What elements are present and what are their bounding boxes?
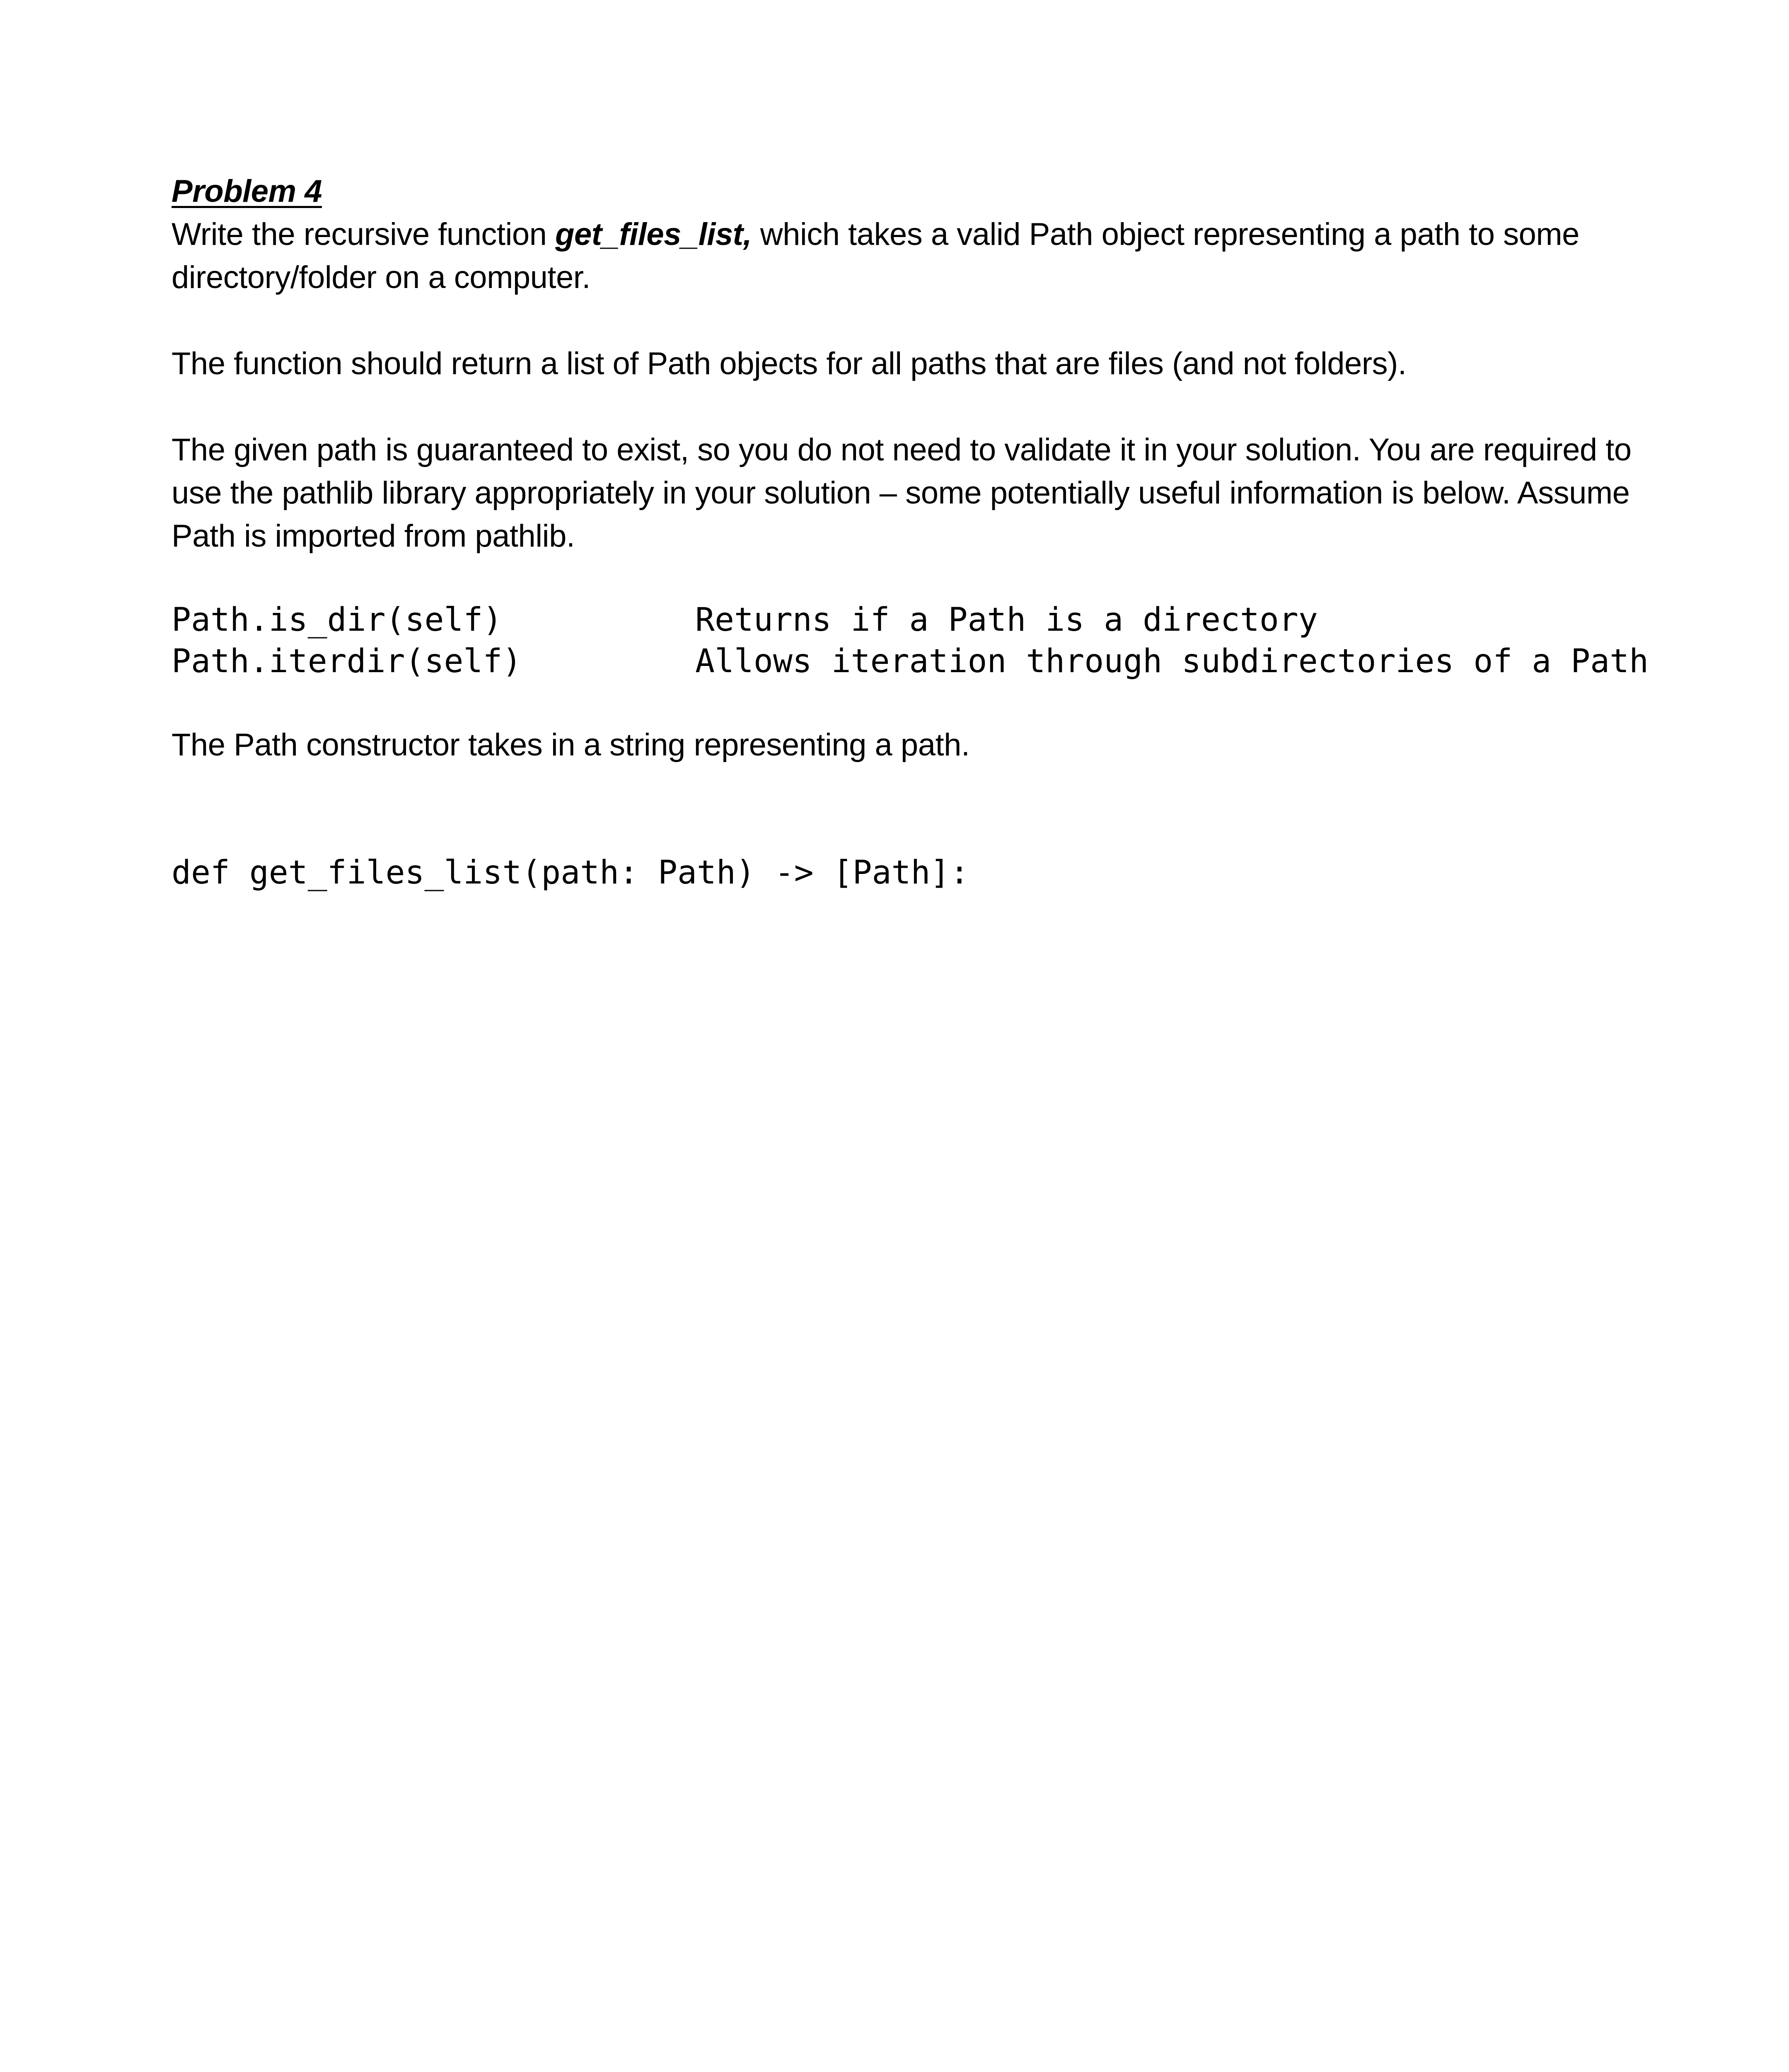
method-row [172,599,1646,641]
guarantee-statement: The given path is guaranteed to exist, so you do not need to validate it in your solution. You are required to use the pathlib library appropriately in your solution – some potentially useful information is below. Assume Path is imported from pathlib. [172,432,1632,554]
method-reference-table [172,599,1649,682]
method-signature: Path.is_dir(self) [172,601,503,639]
intro-after: which takes a valid Path object representing a path to some directory/folder on a computer. [172,217,1579,295]
method-description: Returns if a Path is a directory [695,601,1318,639]
function-signature: def get_files_list(path: Path) -> [Path]: [172,854,969,891]
constructor-note: The Path constructor takes in a string representing a path. [172,727,970,762]
method-signature: Path.iterdir(self) [172,643,522,680]
problem-title: Problem 4 [172,174,322,209]
intro-before: Write the recursive function [172,217,556,252]
intro-function-name: get_files_list, [555,217,752,252]
problem-intro [172,213,1646,299]
problem-content [172,170,1649,893]
method-description: Allows iteration through subdirectories of a Path [695,643,1649,680]
method-row [172,641,1649,682]
return-statement: The function should return a list of Path objects for all paths that are files (and not folders). [172,346,1407,381]
